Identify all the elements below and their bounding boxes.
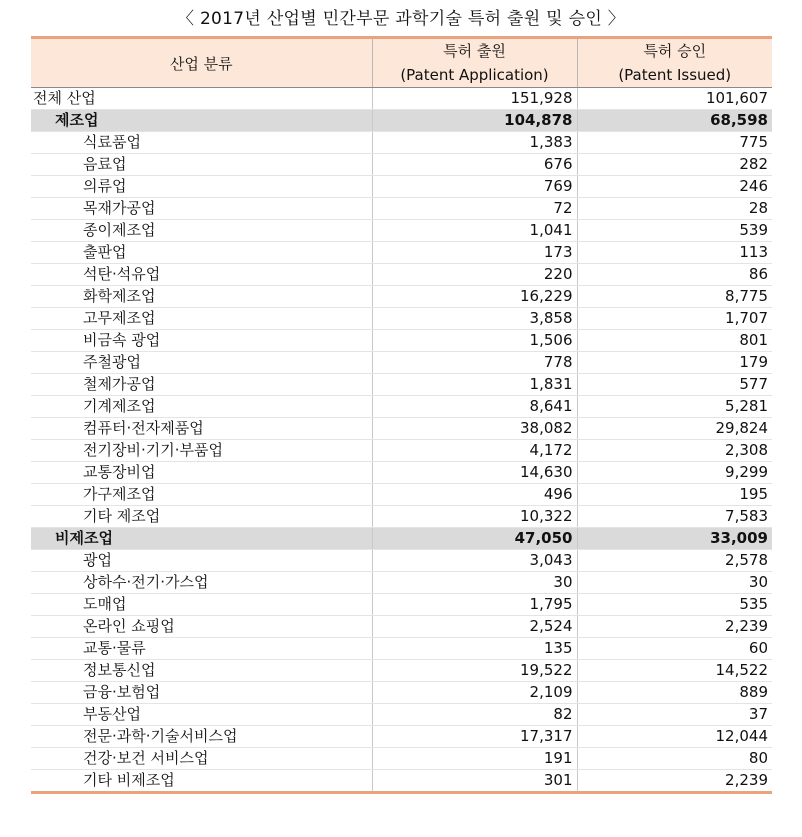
row-application: 16,229 bbox=[372, 286, 577, 308]
row-application: 769 bbox=[372, 176, 577, 198]
row-label: 음료업 bbox=[31, 154, 372, 176]
row-application: 82 bbox=[372, 704, 577, 726]
row-label: 비제조업 bbox=[31, 528, 372, 550]
row-label: 목재가공업 bbox=[31, 198, 372, 220]
row-application: 10,322 bbox=[372, 506, 577, 528]
row-issued: 33,009 bbox=[577, 528, 772, 550]
row-label: 고무제조업 bbox=[31, 308, 372, 330]
row-label: 종이제조업 bbox=[31, 220, 372, 242]
row-label: 광업 bbox=[31, 550, 372, 572]
table-row bbox=[31, 198, 772, 220]
table-row bbox=[31, 484, 772, 506]
row-application: 14,630 bbox=[372, 462, 577, 484]
row-label: 전기장비·기기·부품업 bbox=[31, 440, 372, 462]
row-application: 3,043 bbox=[372, 550, 577, 572]
row-label: 기타 비제조업 bbox=[31, 770, 372, 793]
table-row bbox=[31, 286, 772, 308]
row-label: 금융·보험업 bbox=[31, 682, 372, 704]
row-issued: 9,299 bbox=[577, 462, 772, 484]
table-row bbox=[31, 770, 772, 793]
row-label: 가구제조업 bbox=[31, 484, 372, 506]
row-application: 496 bbox=[372, 484, 577, 506]
row-application: 1,795 bbox=[372, 594, 577, 616]
row-issued: 1,707 bbox=[577, 308, 772, 330]
header-application-ko: 특허 출원 bbox=[443, 42, 506, 60]
row-label: 석탄·석유업 bbox=[31, 264, 372, 286]
row-issued: 28 bbox=[577, 198, 772, 220]
row-application: 778 bbox=[372, 352, 577, 374]
row-issued: 101,607 bbox=[577, 88, 772, 110]
table-row bbox=[31, 594, 772, 616]
table-row bbox=[31, 242, 772, 264]
table-row bbox=[31, 682, 772, 704]
row-label: 식료품업 bbox=[31, 132, 372, 154]
row-label: 주철광업 bbox=[31, 352, 372, 374]
row-application: 151,928 bbox=[372, 88, 577, 110]
row-issued: 7,583 bbox=[577, 506, 772, 528]
row-issued: 37 bbox=[577, 704, 772, 726]
table-row bbox=[31, 748, 772, 770]
row-issued: 889 bbox=[577, 682, 772, 704]
row-issued: 2,239 bbox=[577, 770, 772, 793]
row-label: 제조업 bbox=[31, 110, 372, 132]
row-application: 301 bbox=[372, 770, 577, 793]
row-application: 19,522 bbox=[372, 660, 577, 682]
table-row bbox=[31, 176, 772, 198]
row-issued: 30 bbox=[577, 572, 772, 594]
table-row bbox=[31, 616, 772, 638]
row-application: 135 bbox=[372, 638, 577, 660]
row-issued: 282 bbox=[577, 154, 772, 176]
row-issued: 195 bbox=[577, 484, 772, 506]
table-row bbox=[31, 220, 772, 242]
row-label: 온라인 쇼핑업 bbox=[31, 616, 372, 638]
row-application: 1,041 bbox=[372, 220, 577, 242]
header-issued-en: (Patent Issued) bbox=[618, 66, 732, 84]
row-issued: 5,281 bbox=[577, 396, 772, 418]
patent-table bbox=[31, 36, 772, 794]
table-row-total bbox=[31, 88, 772, 110]
header-issued bbox=[577, 38, 772, 88]
row-issued: 246 bbox=[577, 176, 772, 198]
row-label: 도매업 bbox=[31, 594, 372, 616]
row-issued: 2,239 bbox=[577, 616, 772, 638]
row-label: 전문·과학·기술서비스업 bbox=[31, 726, 372, 748]
header-industry: 산업 분류 bbox=[31, 38, 372, 88]
row-issued: 14,522 bbox=[577, 660, 772, 682]
row-application: 2,524 bbox=[372, 616, 577, 638]
row-label: 의류업 bbox=[31, 176, 372, 198]
table-row bbox=[31, 330, 772, 352]
header-application-en: (Patent Application) bbox=[400, 66, 549, 84]
table-row-manufacturing bbox=[31, 110, 772, 132]
row-issued: 60 bbox=[577, 638, 772, 660]
row-label: 출판업 bbox=[31, 242, 372, 264]
row-label: 정보통신업 bbox=[31, 660, 372, 682]
row-application: 4,172 bbox=[372, 440, 577, 462]
header-application bbox=[372, 38, 577, 88]
row-label: 건강·보건 서비스업 bbox=[31, 748, 372, 770]
row-application: 1,383 bbox=[372, 132, 577, 154]
table-row bbox=[31, 374, 772, 396]
table-header bbox=[31, 38, 772, 88]
table-row bbox=[31, 572, 772, 594]
row-issued: 68,598 bbox=[577, 110, 772, 132]
row-issued: 12,044 bbox=[577, 726, 772, 748]
row-issued: 80 bbox=[577, 748, 772, 770]
table-row bbox=[31, 154, 772, 176]
table-row bbox=[31, 308, 772, 330]
header-issued-ko: 특허 승인 bbox=[643, 42, 707, 60]
row-application: 3,858 bbox=[372, 308, 577, 330]
row-issued: 535 bbox=[577, 594, 772, 616]
table-row bbox=[31, 550, 772, 572]
row-issued: 801 bbox=[577, 330, 772, 352]
table-title: 〈 2017년 산업별 민간부문 과학기술 특허 출원 및 승인 〉 bbox=[176, 9, 626, 29]
row-issued: 113 bbox=[577, 242, 772, 264]
table-row bbox=[31, 660, 772, 682]
row-application: 104,878 bbox=[372, 110, 577, 132]
table-row bbox=[31, 418, 772, 440]
row-label: 화학제조업 bbox=[31, 286, 372, 308]
row-label: 교통·물류 bbox=[31, 638, 372, 660]
row-issued: 8,775 bbox=[577, 286, 772, 308]
row-application: 30 bbox=[372, 572, 577, 594]
row-application: 17,317 bbox=[372, 726, 577, 748]
row-issued: 86 bbox=[577, 264, 772, 286]
table-body bbox=[31, 88, 772, 793]
row-application: 8,641 bbox=[372, 396, 577, 418]
row-application: 191 bbox=[372, 748, 577, 770]
table-row bbox=[31, 704, 772, 726]
row-application: 72 bbox=[372, 198, 577, 220]
row-issued: 2,308 bbox=[577, 440, 772, 462]
table-row bbox=[31, 352, 772, 374]
row-application: 1,506 bbox=[372, 330, 577, 352]
table-row bbox=[31, 396, 772, 418]
row-label: 전체 산업 bbox=[31, 88, 372, 110]
table-row bbox=[31, 726, 772, 748]
row-label: 철제가공업 bbox=[31, 374, 372, 396]
row-issued: 2,578 bbox=[577, 550, 772, 572]
row-application: 676 bbox=[372, 154, 577, 176]
table-row bbox=[31, 264, 772, 286]
row-application: 220 bbox=[372, 264, 577, 286]
table-row bbox=[31, 132, 772, 154]
row-application: 173 bbox=[372, 242, 577, 264]
row-application: 47,050 bbox=[372, 528, 577, 550]
row-label: 비금속 광업 bbox=[31, 330, 372, 352]
row-label: 기계제조업 bbox=[31, 396, 372, 418]
row-issued: 179 bbox=[577, 352, 772, 374]
row-issued: 775 bbox=[577, 132, 772, 154]
table-row-non-manufacturing bbox=[31, 528, 772, 550]
row-application: 2,109 bbox=[372, 682, 577, 704]
table-row bbox=[31, 462, 772, 484]
row-label: 기타 제조업 bbox=[31, 506, 372, 528]
row-application: 1,831 bbox=[372, 374, 577, 396]
row-label: 교통장비업 bbox=[31, 462, 372, 484]
row-label: 컴퓨터·전자제품업 bbox=[31, 418, 372, 440]
table-row bbox=[31, 440, 772, 462]
row-application: 38,082 bbox=[372, 418, 577, 440]
table-row bbox=[31, 638, 772, 660]
row-issued: 539 bbox=[577, 220, 772, 242]
row-label: 상하수·전기·가스업 bbox=[31, 572, 372, 594]
row-issued: 29,824 bbox=[577, 418, 772, 440]
row-label: 부동산업 bbox=[31, 704, 372, 726]
table-row bbox=[31, 506, 772, 528]
row-issued: 577 bbox=[577, 374, 772, 396]
